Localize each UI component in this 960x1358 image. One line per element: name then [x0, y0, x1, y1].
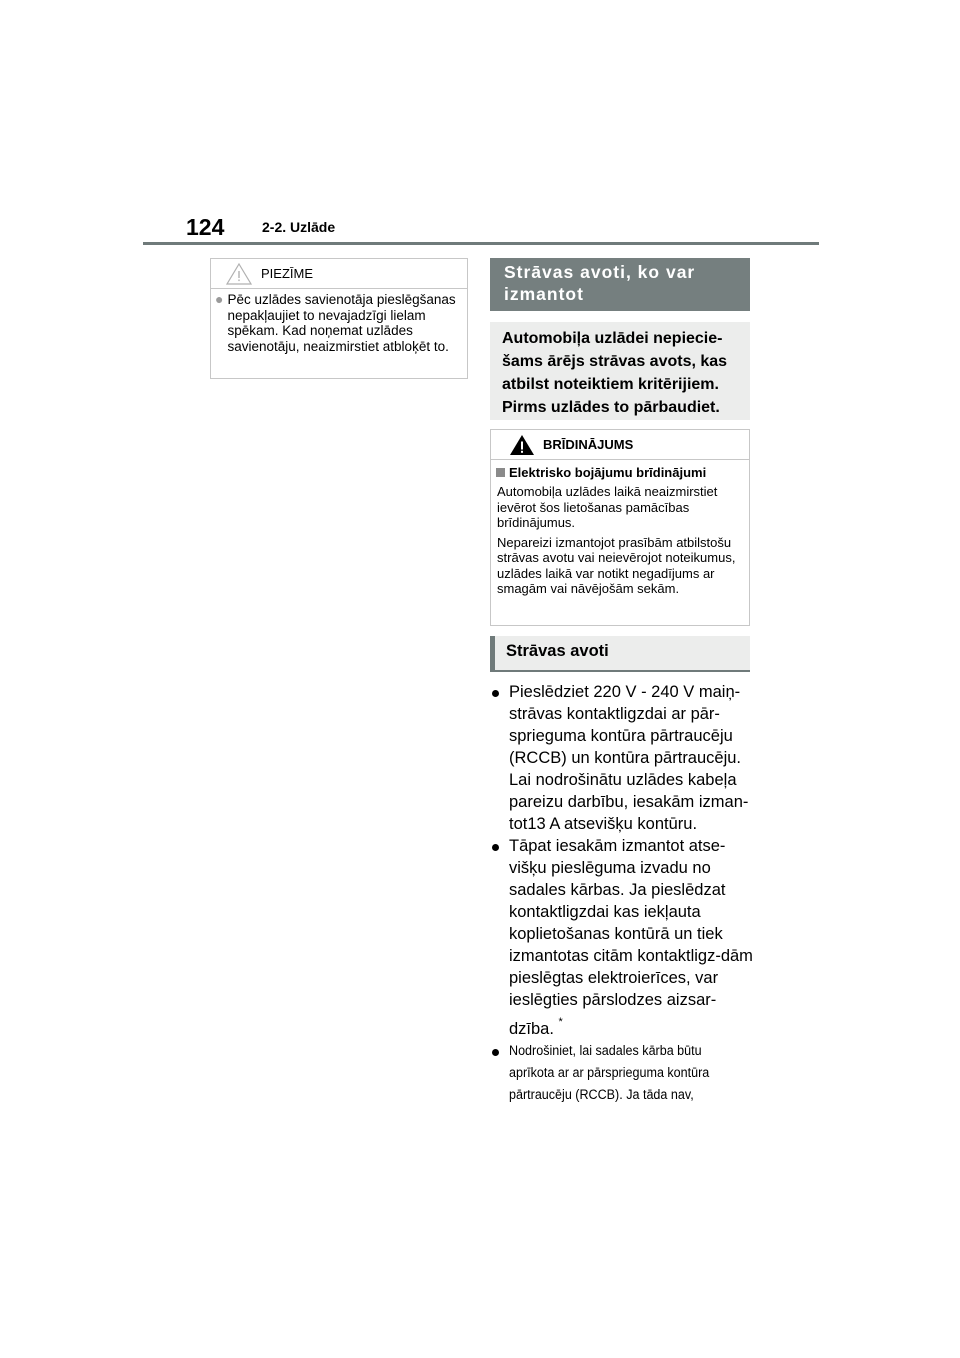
warning-triangle-icon	[509, 434, 535, 456]
list-item	[492, 681, 755, 835]
note-box	[210, 258, 468, 379]
bullet-dot-icon: ●	[215, 291, 224, 307]
list-item	[492, 835, 755, 1040]
header-divider	[143, 242, 819, 245]
list-item-text-wrap	[509, 835, 755, 1040]
section-title: 2-2. Uzlāde	[262, 219, 336, 235]
note-title: PIEZĪME	[261, 266, 314, 281]
note-header	[211, 259, 467, 289]
bullet-dot-icon	[492, 690, 499, 697]
list-item-text: Tāpat iesakām izmantot atse-višķu pieslēguma izvadu no sadales kārbas. Ja pieslēdzat kontaktligzdai kas iekļauta koplietošanas kontūrā un tiek izmantotas citām kontaktligz-dām pieslēgtas elektroierīces, var ieslēgties pārslodzes aizsar-dzība.	[509, 837, 753, 1038]
note-text: Pēc uzlādes savienotāja pieslēgšanas nepakļaujiet to nevajadzīgi lielam spēkam. Kad noņemat uzlādes savienotāju, neaizmirstiet atbloķēt to.	[227, 292, 456, 354]
list-item	[492, 1040, 755, 1106]
warning-paragraph: Automobiļa uzlādes laikā neaizmirstiet ievērot šos lietošanas pamācības brīdinājumus.	[497, 484, 718, 530]
caution-triangle-icon	[226, 263, 252, 285]
page-header	[0, 0, 960, 250]
subsection-heading: Strāvas avoti	[490, 636, 750, 672]
warning-box	[490, 429, 750, 626]
warning-subtitle-text: Elektrisko bojājumu brīdinājumi	[509, 465, 707, 480]
footnote-marker: *	[558, 1016, 563, 1028]
note-item	[211, 289, 467, 354]
section-heading: Strāvas avoti, ko var izmantot	[490, 258, 750, 311]
warning-subtitle	[491, 460, 749, 480]
bullet-dot-icon	[492, 844, 499, 851]
intro-text: Automobiļa uzlādei nepiecie-šams ārējs strāvas avots, kas atbilst noteiktiem kritērijiem. Pirms uzlādes to pārbaudiet.	[490, 322, 750, 420]
warning-header	[491, 430, 749, 460]
warning-paragraph: Nepareizi izmantojot prasībām atbilstošu strāvas avotu vai neievērojot noteikumus, uzlādes laikā var notikt negadījums ar smagām vai nāvējošām sekām.	[497, 534, 736, 596]
bullet-dot-icon	[492, 1049, 499, 1056]
page-number: 124	[186, 214, 225, 240]
list-item-text: Nodrošiniet, lai sadales kārba būtu aprīkota ar ar pārsprieguma kontūra pārtraucēju (RCCB). Ja tāda nav,	[509, 1043, 710, 1102]
list-item-text: Pieslēdziet 220 V - 240 V maiņ-strāvas kontaktligzdai ar pār-sprieguma kontūra pārtraucēju (RCCB) un kontūra pārtraucēju. Lai nodrošinātu uzlādes kabeļa pareizu darbību, iesakām izman-tot13 A atsevišķu kontūru.	[509, 683, 749, 833]
warning-title: BRĪDINĀJUMS	[543, 437, 634, 452]
square-bullet-icon	[496, 468, 505, 477]
